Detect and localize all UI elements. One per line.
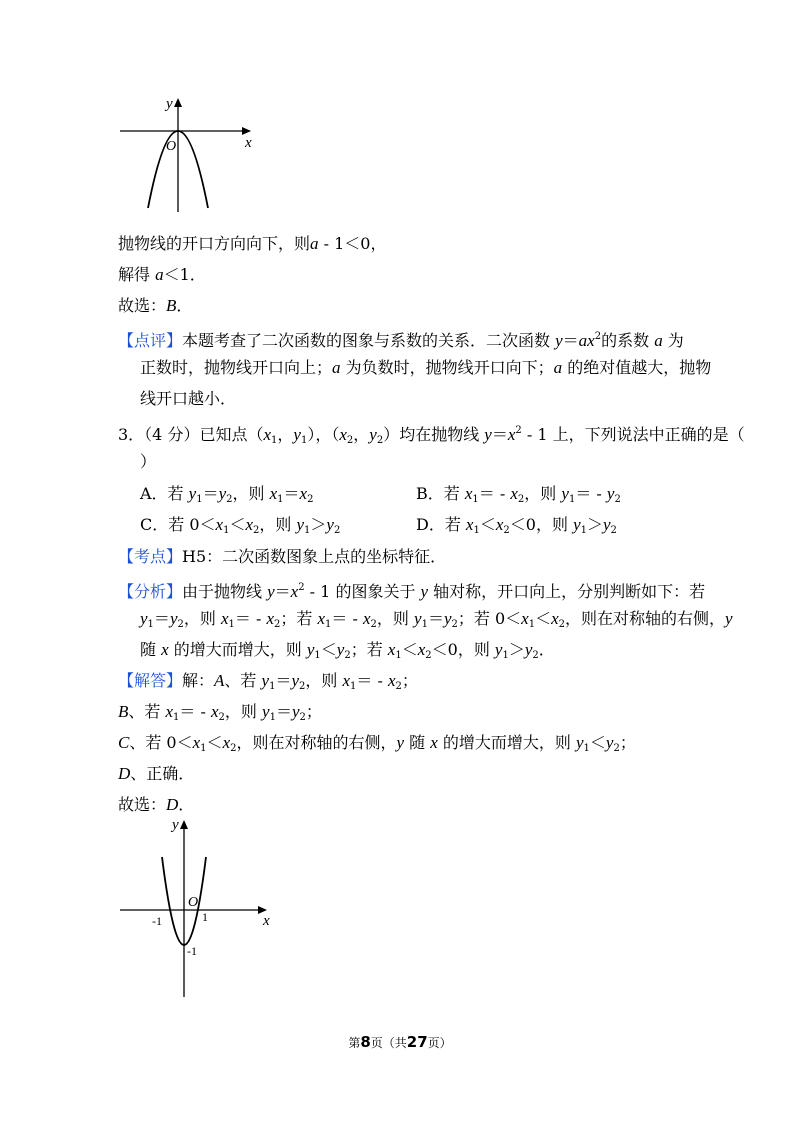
option-c: C．若 $0<x_1<x_2$，则 $y_1>y_2$ [140, 515, 341, 536]
analysis-line-2: $y_1=y_2$，则 $x_1= - x_2$；若 $x_1= - x_2$，则 $y_1=y_2$；若 $0<x_1<x_2$，则在对称轴的右侧，y [140, 609, 733, 630]
analysis-line-3: 随 x 的增大而增大，则 $y_1<y_2$；若 $x_1<x_2<0$，则 $y_1>y_2$． [140, 640, 555, 661]
solution-line-1: 抛物线的开口方向向下，则a - 1＜0， [118, 234, 387, 253]
review-line-3: 线开口越小． [140, 389, 237, 408]
x-neg1-label: -1 [152, 914, 162, 928]
kaodian-line: 【考点】H5：二次函数图象上点的坐标特征． [118, 547, 447, 566]
review-line-2: 正数时，抛物线开口向上；a 为负数时，抛物线开口向下；a 的绝对值越大，抛物 [140, 358, 712, 377]
y-axis-arrow [174, 98, 182, 107]
review-line-1: 【点评】本题考查了二次函数的图象与系数的关系．二次函数 $y=ax^2$的系数 a 为 [118, 331, 684, 350]
answer-line-2: B、若 $x_1= - x_2$，则 $y_1=y_2$； [118, 702, 322, 723]
answer-line-3: C、若 $0<x_1<x_2$，则在对称轴的右侧，y 随 x 的增大而增大，则 $y_1<y_2$； [118, 733, 636, 754]
answer-line-4: D、正确． [118, 764, 195, 783]
origin-label: O [188, 895, 199, 910]
page-number: 8 [360, 1033, 371, 1051]
x-axis-label: x [263, 913, 270, 929]
analysis-line-1: 【分析】由于抛物线 $y=x^2 - 1$ 的图象关于 y 轴对称，开口向上，分别判断如下：若 [118, 582, 706, 601]
option-d: D．若 $x_1<x_2<0$，则 $y_1>y_2$ [416, 515, 617, 536]
page-footer: 第8页（共27页） [348, 1033, 452, 1051]
option-b: B．若 $x_1= - x_2$，则 $y_1= - y_2$ [416, 484, 621, 505]
kaodian-tag: 【考点】 [118, 547, 183, 566]
analysis-tag: 【分析】 [118, 582, 183, 601]
x-axis-label: x [245, 135, 252, 151]
question-3-stem: 3．（4 分）已知点（$x_1$，$y_1$），（$x_2$，$y_2$）均在抛物线 $y=x^2 - 1$ 上，下列说法中正确的是（ [118, 425, 745, 446]
total-pages: 27 [406, 1033, 428, 1051]
solution-line-2: 解得 a＜1． [118, 265, 206, 284]
answer-line-5: 故选：D． [118, 795, 195, 814]
x-axis-arrow [242, 127, 251, 135]
solution-line-3: 故选：B． [118, 296, 193, 315]
x-pos1-label: 1 [202, 910, 208, 924]
question-3-stem-end: ） [140, 452, 157, 471]
option-a: A．若 $y_1=y_2$，则 $x_1=x_2$ [140, 484, 314, 505]
origin-label: O [166, 139, 177, 154]
y-axis-label: y [166, 96, 173, 112]
y-neg1-label: -1 [187, 944, 197, 958]
answer-tag: 【解答】 [118, 671, 183, 690]
review-tag: 【点评】 [118, 331, 183, 350]
graph-downward-parabola [115, 90, 265, 215]
graph-upward-parabola [115, 815, 280, 1000]
y-axis-label: y [172, 817, 179, 833]
y-axis-arrow [180, 820, 188, 829]
answer-line-1: 【解答】解：A、若 $y_1=y_2$，则 $x_1= - x_2$； [118, 671, 418, 692]
